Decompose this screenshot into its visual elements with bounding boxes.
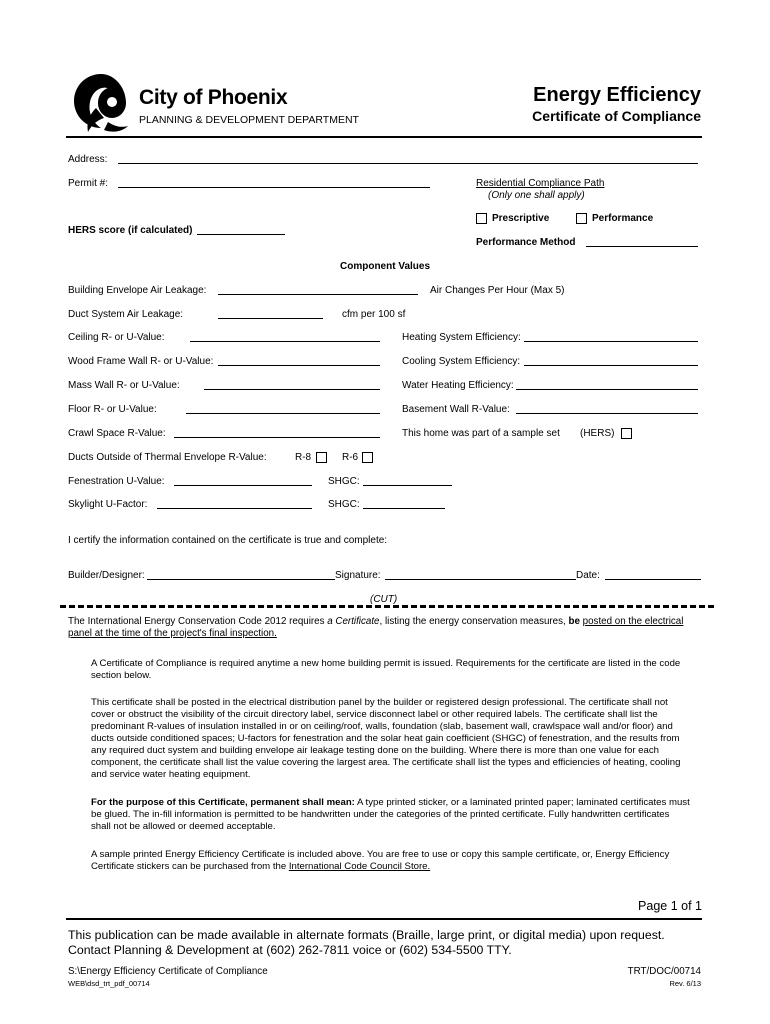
mass-wall-field[interactable] [204, 389, 380, 390]
hers-field[interactable] [197, 234, 285, 235]
page-subtitle: Certificate of Compliance [532, 108, 701, 124]
heating-label: Heating System Efficiency: [402, 332, 521, 343]
address-label: Address: [68, 154, 108, 165]
mass-wall-label: Mass Wall R- or U-Value: [68, 380, 180, 391]
paragraph-3 [91, 797, 691, 833]
floor-field[interactable] [186, 413, 380, 414]
duct-leakage-field[interactable] [218, 318, 323, 319]
basement-field[interactable] [516, 413, 698, 414]
res-path-label: Residential Compliance Path [476, 178, 605, 189]
doc-id: TRT/DOC/00714 [627, 966, 701, 977]
floor-label: Floor R- or U-Value: [68, 404, 157, 415]
shgc-field-1[interactable] [363, 485, 452, 486]
crawl-label: Crawl Space R-Value: [68, 428, 166, 439]
r6-checkbox[interactable] [362, 452, 373, 463]
water-heating-field[interactable] [516, 389, 698, 390]
certify-text: I certify the information contained on the certificate is true and complete: [68, 535, 388, 546]
paragraph-3-rest: A type printed sticker, or a laminated printed paper; laminated certificates must be glued. The in-fill information is permitted to be handwritten under the categories of the printed certificate. Fully handwritten certificates shall not be allowed or deemed acceptable. [91, 797, 690, 832]
iecc-paragraph [68, 616, 708, 640]
signature-field[interactable] [385, 579, 576, 580]
wood-wall-label: Wood Frame Wall R- or U-Value: [68, 356, 214, 367]
alt-formats-line-1: This publication can be made available in alternate formats (Braille, large print, or digital media) upon request. [68, 928, 665, 942]
cut-label: (CUT) [370, 594, 398, 605]
cut-line [60, 605, 714, 608]
date-field[interactable] [605, 579, 701, 580]
r8-checkbox[interactable] [316, 452, 327, 463]
heating-field[interactable] [524, 341, 698, 342]
builder-label: Builder/Designer: [68, 570, 145, 581]
basement-label: Basement Wall R-Value: [402, 404, 510, 415]
r8-label: R-8 [295, 452, 312, 463]
ceiling-field[interactable] [190, 341, 380, 342]
paragraph-1: A Certificate of Compliance is required anytime a new home building permit is issued. Requirements for the certificate are listed in the code section below. [91, 658, 681, 681]
envelope-air-field[interactable] [218, 294, 418, 295]
skylight-field[interactable] [157, 508, 312, 509]
paragraph-4-text: A sample printed Energy Efficiency Certificate is included above. You are free to use or copy this sample certificate, or, Energy Efficiency Certificate stickers can be purchased from the [91, 849, 670, 872]
performance-method-label: Performance Method [476, 237, 576, 248]
shgc-label-2: SHGC: [328, 499, 360, 510]
prescriptive-checkbox[interactable] [476, 213, 487, 224]
performance-label: Performance [592, 213, 654, 224]
web-path: WEB\dsd_trt_pdf_00714 [68, 979, 150, 988]
header-rule [66, 136, 702, 138]
component-values-heading: Component Values [340, 261, 431, 272]
address-field[interactable] [118, 163, 698, 164]
cfm-label: cfm per 100 sf [342, 309, 406, 320]
crawl-field[interactable] [174, 437, 380, 438]
skylight-label: Skylight U-Factor: [68, 499, 148, 510]
paragraph-4 [91, 849, 691, 873]
fenestration-field[interactable] [174, 485, 312, 486]
footer-rule [66, 918, 702, 920]
iecc-text-2: , listing the energy conservation measures, [379, 616, 569, 627]
ceiling-label: Ceiling R- or U-Value: [68, 332, 165, 343]
hers-label: HERS score (if calculated) [68, 225, 193, 236]
builder-field[interactable] [147, 579, 335, 580]
shgc-field-2[interactable] [363, 508, 445, 509]
paragraph-2: This certificate shall be posted in the electrical distribution panel by the builder or registered design professional. The certificate shall not cover or obstruct the visibility of the circuit directory label, service disconnect label or other required labels. The certificate shall list the predominant R-values of insulation installed in or on ceiling/roof, walls, foundation (slab, basement wall, crawlspace wall and/or floor) and ducts outside conditioned spaces; U-factors for fenestration and the solar heat gain coefficient (SHGC) of fenestration, and the results from any required duct system and building envelope air leakage testing done on the building. Where there is more than one value for each component, the certificate shall list the value covering the largest area. The certificate shall list the types and efficiencies of heating, cooling and service water heating equipment. [91, 697, 681, 780]
iecc-italic: a Certificate [327, 616, 380, 627]
water-heating-label: Water Heating Efficiency: [402, 380, 514, 391]
prescriptive-label: Prescriptive [492, 213, 550, 224]
fenestration-label: Fenestration U-Value: [68, 476, 165, 487]
res-path-note: (Only one shall apply) [488, 190, 585, 201]
performance-method-field[interactable] [586, 246, 698, 247]
r6-label: R-6 [342, 452, 359, 463]
hers-paren-label: (HERS) [580, 428, 615, 439]
performance-checkbox[interactable] [576, 213, 587, 224]
file-path: S:\Energy Efficiency Certificate of Compliance [68, 966, 268, 977]
permit-label: Permit #: [68, 178, 109, 189]
cooling-label: Cooling System Efficiency: [402, 356, 521, 367]
dept-name: PLANNING & DEVELOPMENT DEPARTMENT [139, 114, 359, 126]
wood-wall-field[interactable] [218, 365, 380, 366]
org-name: City of Phoenix [139, 86, 288, 109]
alt-formats-line-2: Contact Planning & Development at (602) 262-7811 voice or (602) 534-5500 TTY. [68, 943, 512, 957]
phoenix-logo-icon [68, 70, 134, 134]
ducts-outside-label: Ducts Outside of Thermal Envelope R-Value: [68, 452, 267, 463]
duct-leakage-label: Duct System Air Leakage: [68, 309, 184, 320]
icc-store-link[interactable]: International Code Council Store. [288, 861, 431, 872]
iecc-text-1: The International Energy Conservation Code 2012 requires [68, 616, 328, 627]
shgc-label-1: SHGC: [328, 476, 360, 487]
sample-set-label: This home was part of a sample set [402, 428, 560, 439]
air-changes-label: Air Changes Per Hour (Max 5) [430, 285, 565, 296]
iecc-link: posted on the electrical panel at the time of the project's final inspection. [68, 616, 684, 639]
permit-field[interactable] [118, 187, 430, 188]
envelope-air-label: Building Envelope Air Leakage: [68, 285, 207, 296]
signature-label: Signature: [335, 570, 381, 581]
page-title: Energy Efficiency [533, 84, 701, 106]
cooling-field[interactable] [524, 365, 698, 366]
sample-set-checkbox[interactable] [621, 428, 632, 439]
paragraph-3-bold: For the purpose of this Certificate, permanent shall mean: [91, 797, 355, 808]
iecc-bold: be [568, 616, 580, 627]
date-label: Date: [576, 570, 600, 581]
page-number: Page 1 of 1 [638, 899, 702, 913]
revision: Rev. 6/13 [669, 979, 701, 988]
